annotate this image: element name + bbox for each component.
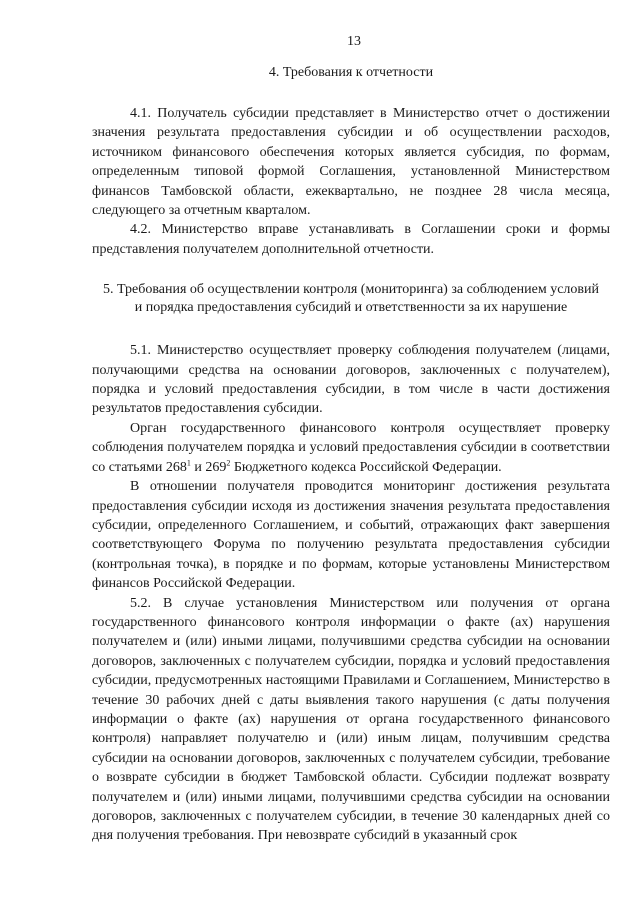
paragraph-4-2: 4.2. Министерство вправе устанавливать в Соглашении сроки и формы представления получателем дополнительной отчетности.: [92, 222, 610, 257]
paragraph-text: Бюджетного кодекса Российской Федерации.: [230, 459, 502, 475]
paragraph-text: и 269: [190, 459, 227, 475]
page-number: 13: [347, 34, 361, 49]
paragraph-5-1: 5.1. Министерство осуществляет проверку соблюдения получателем (лицами, получающими средства на основании договоров, заключенных с получателем), порядка и условий предоставления субсидии, в том числе в части достижения результатов предоставления субсидии.: [92, 343, 610, 417]
paragraph-text: Орган государственного финансового контроля осуществляет проверку соблюдения получателем порядка и условий предоставления субсидии в соответствии со статьями 268: [92, 420, 610, 475]
paragraph-5-2: 5.2. В случае установления Министерством или получения от органа государственного финансового контроля информации о факте (ах) нарушения получателем и (или) иными лицами, получившими средства субсидии на основании договоров, заключенных с получателем субсидии, порядка и условий предоставления субсидии, предусмотренных настоящими Правилами и Соглашением, Министерство в течение 30 рабочих дней с даты выявления такого нарушения (с даты получения информации о факте (ах) нарушения от органа государственного финансового контроля) направляет получателю и (или) иным лицам, получившим средства субсидии на основании договоров, заключенных с получателем субсидии, требование о возврате субсидии в бюджет Тамбовской области. Субсидии подлежат возврату получателем и (или) иными лицами, получившими средства субсидии на основании договоров, заключенных с получателем субсидии, в течение 30 календарных дней со дня получения требования. При невозврате субсидий в указанный срок: [92, 595, 610, 844]
paragraph-4-1: 4.1. Получатель субсидии представляет в Министерство отчет о достижении значения результата предоставления субсидии и об осуществлении расходов, источником финансового обеспечения которых является субсидия, по формам, определенным типовой формой Соглашения, установленной Министерством финансов Тамбовской области, ежеквартально, не позднее 28 числа месяца, следующего за отчетным кварталом.: [92, 106, 610, 219]
footnote-sup: 2: [226, 458, 231, 468]
footnote-sup: 1: [186, 458, 191, 468]
paragraph-5-1-control-body: [92, 419, 610, 477]
section-5-title: 5. Требования об осуществлении контроля (мониторинга) за соблюдением условий и порядка предоставления субсидий и ответственности за их нарушение: [102, 282, 599, 316]
paragraph-5-1-monitoring: В отношении получателя проводится мониторинг достижения результата предоставления субсидии исходя из достижения значения результата предоставления субсидии, определенного Соглашением, и событий, отражающих факт завершения соответствующего Форума по получению результата предоставления субсидии (контрольная точка), в порядке и по формам, которые установлены Министерством финансов Российской Федерации.: [92, 479, 610, 592]
section-4-title: 4. Требования к отчетности: [268, 65, 434, 80]
